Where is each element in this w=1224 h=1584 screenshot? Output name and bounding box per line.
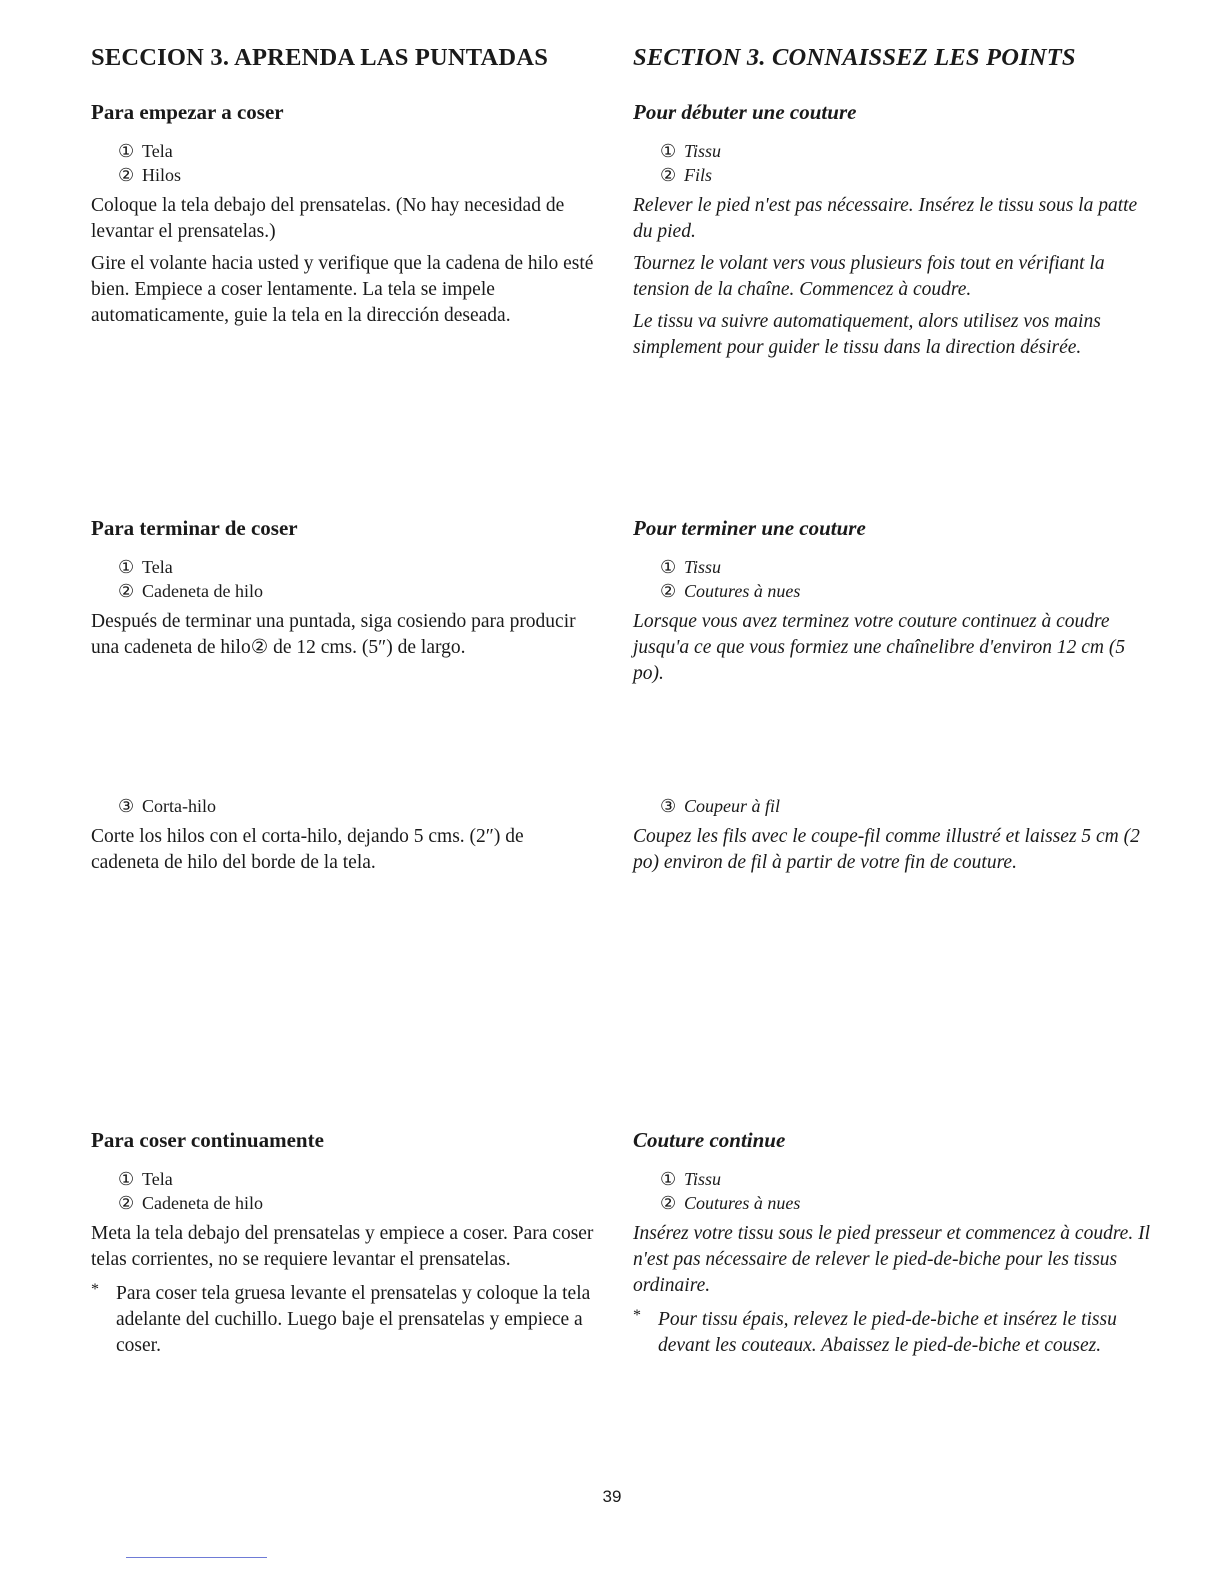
list-item: ① Tissu (660, 557, 722, 577)
note-text: Pour tissu épais, relevez le pied-de-biche et insérez le tissu devant les couteaux. Abaissez le pied-de-biche et cousez. (658, 1309, 1117, 1356)
section-heading-fr: SECTION 3. CONNAISSEZ LES POINTS (633, 44, 1076, 71)
list-item: ③ Coupeur à fil (660, 796, 781, 816)
subheading: Para terminar de coser (91, 516, 298, 540)
asterisk-icon: * (633, 1307, 641, 1324)
list-item: ② Hilos (118, 165, 182, 185)
asterisk-icon: * (91, 1281, 99, 1298)
block-thread-cutter-es (91, 794, 596, 876)
list-item: ③ Corta-hilo (118, 796, 216, 816)
list-item: ① Tissu (660, 141, 722, 161)
paragraph: Gire el volante hacia usted y verifique que la cadena de hilo esté bien. Empiece a coser lentamente. La tela se impele automaticamente, guie la tela en la dirección deseada. (91, 253, 594, 326)
list-item: ② Cadeneta de hilo (118, 1193, 263, 1213)
paragraph: Le tissu va suivre automatiquement, alors utilisez vos mains simplement pour guider le tissu dans la direction désirée. (633, 311, 1101, 358)
list-item: ① Tela (118, 557, 173, 577)
subheading: Pour terminer une couture (633, 516, 866, 540)
paragraph: Corte los hilos con el corta-hilo, dejando 5 cms. (2″) de cadeneta de hilo del borde de la tela. (91, 826, 524, 873)
paragraph: Lorsque vous avez terminez votre couture continuez à coudre jusqu'a ce que vous formiez une chaînelibre d'environ 12 cm (5 po). (633, 611, 1126, 684)
block-start-sewing-fr (633, 100, 1153, 361)
footer-rule (126, 1557, 267, 1558)
page-number: 39 (602, 1487, 622, 1506)
block-end-sewing-fr (633, 516, 1153, 687)
paragraph: Meta la tela debajo del prensatelas y empiece a coser. Para coser telas corrientes, no se requiere levantar el prensatelas. (91, 1223, 594, 1270)
paragraph: Coloque la tela debajo del prensatelas. (No hay necesidad de levantar el prensatelas.) (91, 195, 565, 242)
list-item: ① Tissu (660, 1169, 722, 1189)
list-item: ② Cadeneta de hilo (118, 581, 263, 601)
paragraph: Coupez les fils avec le coupe-fil comme illustré et laissez 5 cm (2 po) environ de fil à partir de votre fin de couture. (633, 826, 1140, 873)
note (633, 1307, 1153, 1359)
block-continuous-sewing-es (91, 1128, 596, 1359)
note (91, 1281, 596, 1359)
list-item: ① Tela (118, 141, 173, 161)
paragraph: Relever le pied n'est pas nécessaire. Insérez le tissu sous la patte du pied. (633, 195, 1138, 242)
section-heading-es: SECCION 3. APRENDA LAS PUNTADAS (91, 44, 549, 71)
list-item: ① Tela (118, 1169, 173, 1189)
block-continuous-sewing-fr (633, 1128, 1153, 1359)
paragraph: Después de terminar una puntada, siga cosiendo para producir una cadeneta de hilo② de 12 cms. (5″) de largo. (91, 611, 576, 658)
subheading: Couture continue (633, 1128, 786, 1152)
block-start-sewing-es (91, 100, 596, 329)
note-text: Para coser tela gruesa levante el prensatelas y coloque la tela adelante del cuchillo. Luego baje el prensatelas y empiece a coser. (116, 1283, 591, 1356)
subheading: Para coser continuamente (91, 1128, 324, 1152)
subheading: Para empezar a coser (91, 100, 284, 124)
list-item: ② Fils (660, 165, 713, 185)
list-item: ② Coutures à nues (660, 1193, 801, 1213)
list-item: ② Coutures à nues (660, 581, 801, 601)
block-end-sewing-es (91, 516, 596, 661)
paragraph: Tournez le volant vers vous plusieurs fois tout en vérifiant la tension de la chaîne. Commencez à coudre. (633, 253, 1105, 300)
subheading: Pour débuter une couture (633, 100, 857, 124)
block-thread-cutter-fr (633, 794, 1153, 876)
paragraph: Insérez votre tissu sous le pied presseur et commencez à coudre. Il n'est pas nécessaire de relever le pied-de-biche pour les tissus ordinaire. (633, 1223, 1150, 1296)
